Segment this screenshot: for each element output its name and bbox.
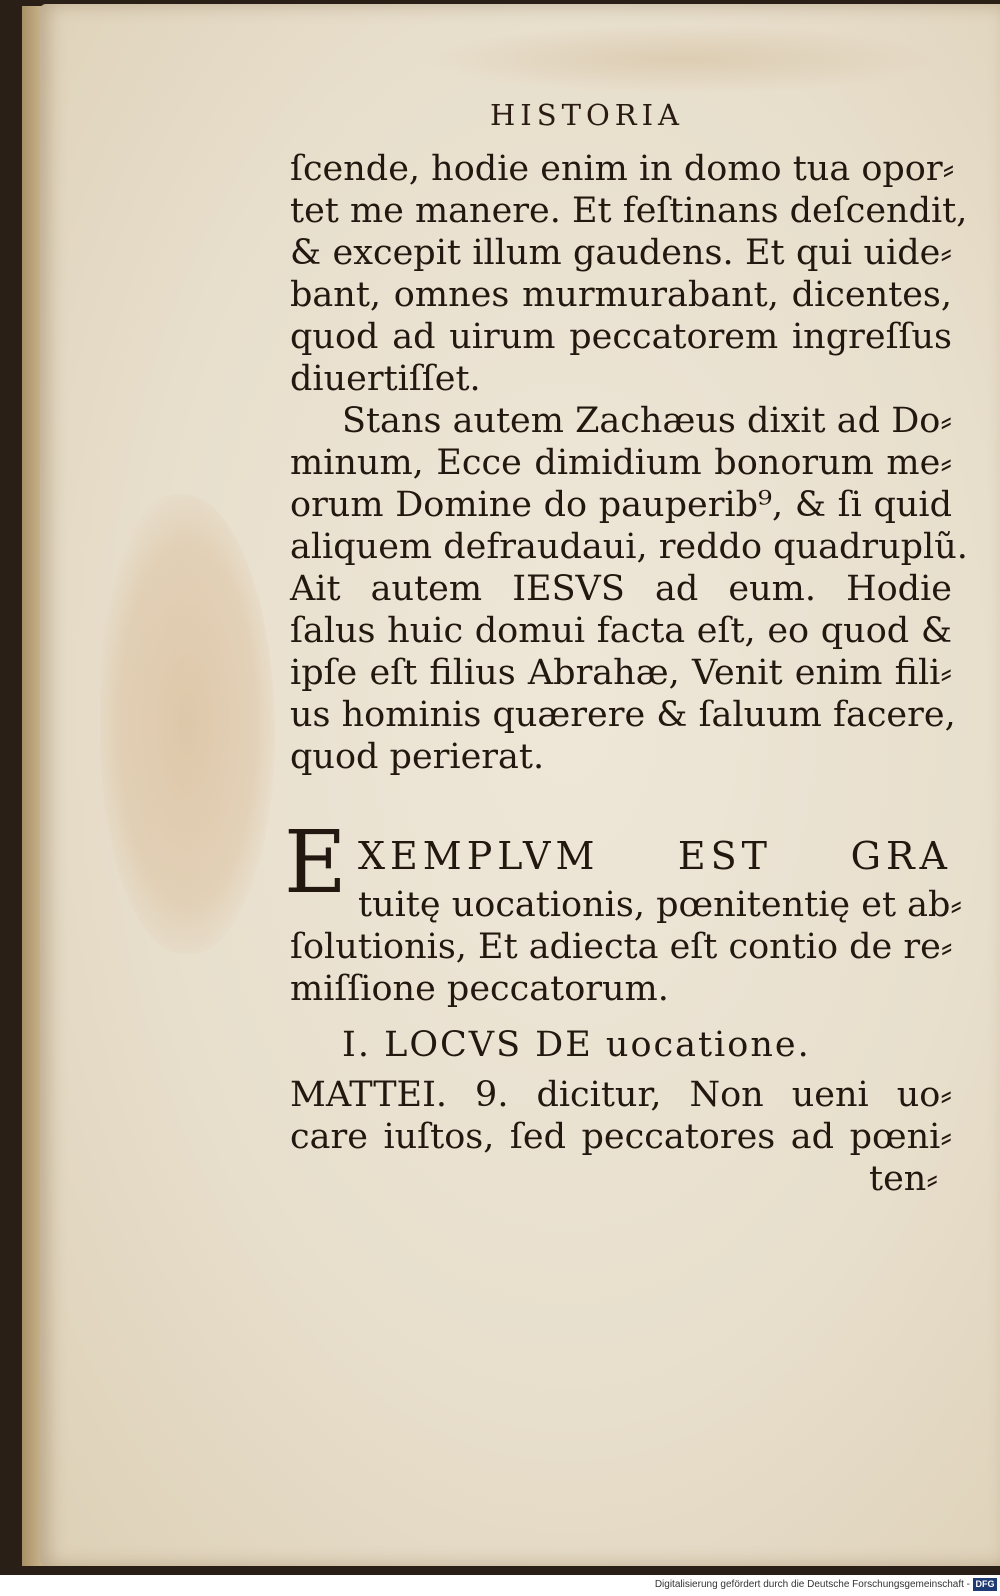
- text-line: miſſione peccatorum.: [290, 969, 669, 1009]
- text-line: ſalus huic domui facta eſt, eo quod &: [290, 611, 952, 651]
- text-line: quod perierat.: [290, 737, 545, 777]
- locus-heading: I. LOCVS DE uocatione.: [342, 1025, 811, 1065]
- paragraph-zacchaeus-descends: [290, 148, 968, 400]
- exemplum-caps: XEMPLVM EST GRA: [358, 834, 952, 878]
- text-block: [284, 148, 968, 1200]
- water-stain: [100, 494, 275, 954]
- running-head: HISTORIA: [490, 98, 684, 132]
- text-line: Ait autem IESVS ad eum. Hodie: [290, 569, 952, 609]
- text-line: ſolutionis, Et adiecta eſt contio de re⸗: [290, 927, 953, 967]
- exemplum-section: [284, 813, 963, 1010]
- section-spacer: [290, 1066, 952, 1074]
- text-line: ipſe eſt filius Abrahæ, Venit enim fili⸗: [290, 653, 952, 693]
- section-spacer: [290, 778, 952, 828]
- footer-credit: Digitalisierung gefördert durch die Deutsche Forschungsgemeinschaft -: [654, 1579, 970, 1590]
- catchword: ten⸗: [869, 1159, 938, 1199]
- text-line: diuertiſſet.: [290, 359, 481, 399]
- paragraph-zacchaeus-speaks: [290, 400, 968, 778]
- text-line: MATTEI. 9. dicitur, Non ueni uo⸗: [290, 1075, 952, 1115]
- text-line: quod ad uirum peccatorem ingreſſus: [290, 317, 952, 357]
- text-line: orum Domine do pauperib⁹, & ſi quid: [290, 485, 952, 525]
- text-line: tuitę uocationis, pœnitentię et ab⸗: [358, 885, 963, 925]
- text-line: bant, omnes murmurabant, dicentes,: [290, 275, 952, 315]
- top-stain: [420, 24, 940, 94]
- paragraph-matthew: [290, 1074, 952, 1200]
- text-line: aliquem defraudaui, reddo quadruplũ.: [290, 527, 968, 567]
- text-line: tet me manere. Et feſtinans deſcendit,: [290, 191, 968, 231]
- text-line: ſcende, hodie enim in domo tua opor⸗: [290, 149, 955, 189]
- text-line: minum, Ecce dimidium bonorum me⸗: [290, 443, 952, 483]
- text-line: care iuſtos, ſed peccatores ad pœni⸗: [290, 1117, 952, 1157]
- text-line: Stans autem Zachæus dixit ad Do⸗: [342, 401, 952, 441]
- text-line: us hominis quærere & ſaluum facere,: [290, 695, 956, 735]
- text-line: & excepit illum gaudens. Et qui uide⸗: [290, 233, 952, 273]
- section-spacer: [290, 1010, 952, 1024]
- drop-initial: E: [284, 813, 347, 913]
- dfg-logo: DFG: [973, 1578, 997, 1591]
- footer-bar: [0, 1575, 1000, 1596]
